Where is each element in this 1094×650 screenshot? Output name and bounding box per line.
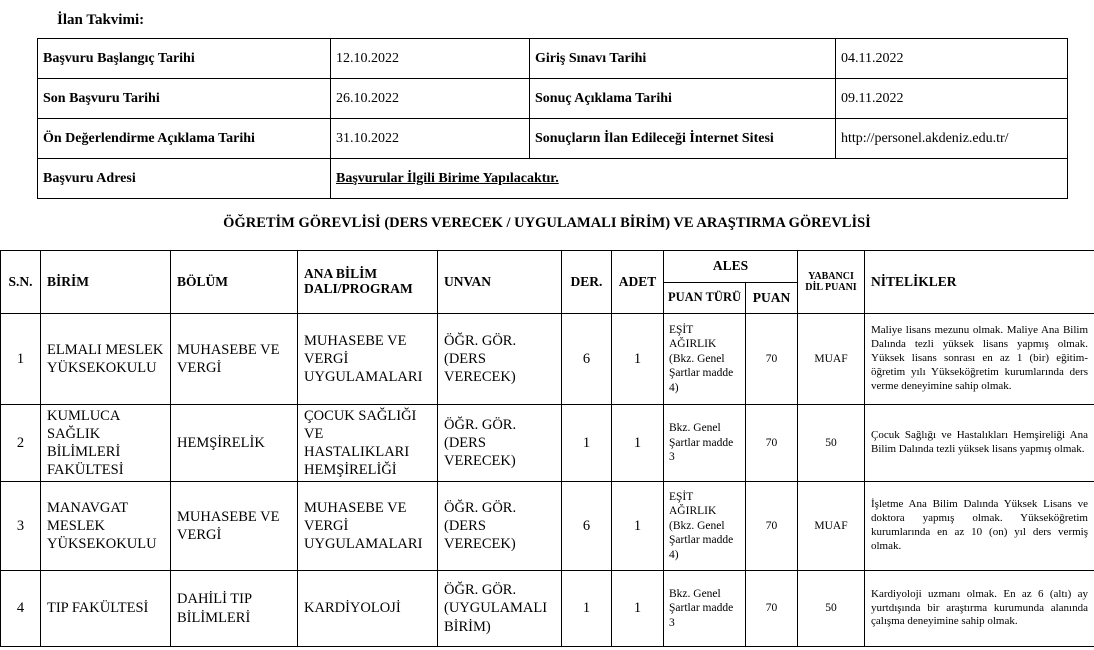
cell-puan: 70 — [746, 482, 798, 571]
schedule-row — [38, 119, 1068, 159]
cell-der: 6 — [562, 314, 612, 405]
cell-abd: KARDİYOLOJİ — [298, 571, 438, 647]
cell-bolum: HEMŞİRELİK — [171, 405, 298, 482]
cell-sn: 3 — [1, 482, 41, 571]
cell-abd: ÇOCUK SAĞLIĞI VE HASTALIKLARI HEMŞİRELİĞİ — [298, 405, 438, 482]
schedule-label: Son Başvuru Tarihi — [38, 79, 331, 119]
schedule-value: 12.10.2022 — [331, 39, 530, 79]
address-label: Başvuru Adresi — [38, 159, 331, 199]
cell-nitelikler: Maliye lisans mezunu olmak. Maliye Ana Bilim Dalında tezli yüksek lisans yapmış olmak. Yüksek lisans sonrası en az 1 (bir) eğitim-öğretim yılı Yükseköğretim kurumlarında ders verme deneyimine sahip olmak. — [865, 314, 1094, 405]
cell-puan: 70 — [746, 314, 798, 405]
cell-bolum: MUHASEBE VE VERGİ — [171, 482, 298, 571]
table-row — [1, 405, 1094, 482]
col-adet: ADET — [612, 251, 664, 314]
col-sn: S.N. — [1, 251, 41, 314]
cell-sn: 4 — [1, 571, 41, 647]
schedule-label: Başvuru Başlangıç Tarihi — [38, 39, 331, 79]
cell-birim: KUMLUCA SAĞLIK BİLİMLERİ FAKÜLTESİ — [41, 405, 171, 482]
positions-table — [0, 250, 1094, 647]
table-row — [1, 571, 1094, 647]
cell-abd: MUHASEBE VE VERGİ UYGULAMALARI — [298, 482, 438, 571]
cell-bolum: DAHİLİ TIP BİLİMLERİ — [171, 571, 298, 647]
table-row — [1, 482, 1094, 571]
col-unvan: UNVAN — [438, 251, 562, 314]
schedule-row — [38, 39, 1068, 79]
cell-birim: TIP FAKÜLTESİ — [41, 571, 171, 647]
col-der: DER. — [562, 251, 612, 314]
schedule-label: Ön Değerlendirme Açıklama Tarihi — [38, 119, 331, 159]
cell-adet: 1 — [612, 482, 664, 571]
cell-puan-turu: Bkz. Genel Şartlar madde 3 — [664, 571, 746, 647]
cell-nitelikler: Çocuk Sağlığı ve Hastalıkları Hemşireliği Ana Bilim Dalında tezli yüksek lisans yapmış olmak. — [865, 405, 1094, 482]
col-birim: BİRİM — [41, 251, 171, 314]
schedule-value: 26.10.2022 — [331, 79, 530, 119]
cell-birim: ELMALI MESLEK YÜKSEKOKULU — [41, 314, 171, 405]
address-value: Başvurular İlgili Birime Yapılacaktır. — [331, 159, 1068, 199]
cell-adet: 1 — [612, 314, 664, 405]
cell-der: 1 — [562, 405, 612, 482]
header-row — [1, 251, 1094, 283]
schedule-value: 04.11.2022 — [836, 39, 1068, 79]
schedule-label: Sonuçların İlan Edileceği İnternet Sitesi — [530, 119, 836, 159]
col-bolum: BÖLÜM — [171, 251, 298, 314]
col-puan-turu: PUAN TÜRÜ — [664, 283, 746, 314]
cell-der: 6 — [562, 482, 612, 571]
schedule-heading: İlan Takvimi: — [57, 12, 145, 28]
cell-nitelikler: İşletme Ana Bilim Dalında Yüksek Lisans ve doktora yapmış olmak. Yükseköğretim kurumlarında en az 10 (on) yıl ders vermiş olmak. — [865, 482, 1094, 571]
cell-der: 1 — [562, 571, 612, 647]
cell-unvan: ÖĞR. GÖR. (DERS VERECEK) — [438, 405, 562, 482]
cell-puan: 70 — [746, 405, 798, 482]
cell-unvan: ÖĞR. GÖR. (DERS VERECEK) — [438, 314, 562, 405]
cell-birim: MANAVGAT MESLEK YÜKSEKOKULU — [41, 482, 171, 571]
schedule-label: Giriş Sınavı Tarihi — [530, 39, 836, 79]
cell-sn: 2 — [1, 405, 41, 482]
col-ales: ALES — [664, 251, 798, 283]
schedule-row — [38, 79, 1068, 119]
cell-adet: 1 — [612, 405, 664, 482]
section-title: ÖĞRETİM GÖREVLİSİ (DERS VERECEK / UYGULAMALI BİRİM) VE ARAŞTIRMA GÖREVLİSİ — [223, 215, 871, 231]
cell-unvan: ÖĞR. GÖR. (DERS VERECEK) — [438, 482, 562, 571]
col-nitelikler: NİTELİKLER — [865, 251, 1094, 314]
cell-sn: 1 — [1, 314, 41, 405]
website-link[interactable]: http://personel.akdeniz.edu.tr/ — [836, 119, 1068, 159]
table-row — [1, 314, 1094, 405]
cell-bolum: MUHASEBE VE VERGİ — [171, 314, 298, 405]
schedule-label: Sonuç Açıklama Tarihi — [530, 79, 836, 119]
col-yabanci: YABANCI DİL PUANI — [798, 251, 865, 314]
cell-puan-turu: EŞİT AĞIRLIK (Bkz. Genel Şartlar madde 4) — [664, 314, 746, 405]
schedule-value: 31.10.2022 — [331, 119, 530, 159]
cell-yabanci: MUAF — [798, 314, 865, 405]
col-abd: ANA BİLİM DALI/PROGRAM — [298, 251, 438, 314]
col-puan: PUAN — [746, 283, 798, 314]
schedule-table — [37, 38, 1068, 199]
schedule-row — [38, 159, 1068, 199]
cell-unvan: ÖĞR. GÖR. (UYGULAMALI BİRİM) — [438, 571, 562, 647]
cell-adet: 1 — [612, 571, 664, 647]
cell-nitelikler: Kardiyoloji uzmanı olmak. En az 6 (altı) ay yurtdışında bir araştırma kurumunda alanında çalışma deneyimine sahip olmak. — [865, 571, 1094, 647]
cell-yabanci: 50 — [798, 571, 865, 647]
cell-puan-turu: Bkz. Genel Şartlar madde 3 — [664, 405, 746, 482]
schedule-value: 09.11.2022 — [836, 79, 1068, 119]
cell-puan-turu: EŞİT AĞIRLIK (Bkz. Genel Şartlar madde 4) — [664, 482, 746, 571]
cell-yabanci: 50 — [798, 405, 865, 482]
cell-puan: 70 — [746, 571, 798, 647]
cell-yabanci: MUAF — [798, 482, 865, 571]
cell-abd: MUHASEBE VE VERGİ UYGULAMALARI — [298, 314, 438, 405]
